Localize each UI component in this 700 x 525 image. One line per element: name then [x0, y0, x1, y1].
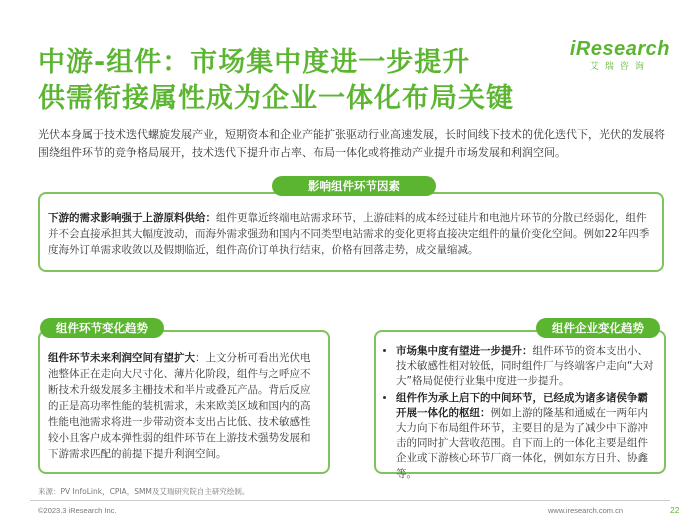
factors-bold: 下游的需求影响强于上游原料供给：	[48, 212, 216, 224]
enterprise-trend-box	[374, 330, 666, 480]
page-number: 22	[670, 505, 680, 515]
intro-paragraph: 光伏本身属于技术迭代螺旋发展产业，短期资本和企业产能扩张驱动行业高速发展，长时间线下技术的优化迭代下，光伏的发展将围绕组件环节的竞争格局展开，技术迭代下提升市占率、布局一体化或将推动产业提升市场发展和利润空间。	[38, 128, 665, 159]
logo-wordmark: iResearch	[569, 38, 670, 60]
website-link[interactable]: www.iresearch.com.cn	[548, 506, 624, 515]
factors-heading: 影响组件环节因素	[272, 176, 436, 196]
logo-subtitle: 艾瑞咨询	[589, 62, 650, 72]
list-item-body: 组件环节的资本支出小、技术敏感性相对较低，同时组件厂与终端客户走向“大对大”格局促使行业集中度进一步提升。	[396, 345, 654, 388]
page-title-line-1: 中游-组件：市场集中度进一步提升	[38, 47, 471, 78]
component-trend-text	[48, 350, 320, 462]
component-trend-bold: 组件环节未来利润空间有望扩大	[48, 352, 195, 364]
list-item-body: 例如上游的隆基和通威在一两年内大力向下布局组件环节，主要目的是为了减少中下游冲击的同时扩大营收范围。自下而上的一体化主要是组件企业或下游核心环节厂商一体化，例如东方日升、协鑫等。	[396, 406, 648, 480]
list-item	[396, 344, 656, 390]
factors-box	[38, 192, 664, 272]
component-trend-heading: 组件环节变化趋势	[40, 318, 164, 338]
enterprise-trend-heading: 组件企业变化趋势	[536, 318, 660, 338]
component-trend-box	[38, 330, 330, 474]
factors-text	[48, 210, 654, 258]
source-note: 来源：PV InfoLink，CPIA，SMM及艾瑞研究院自主研究绘制。	[38, 487, 250, 496]
iresearch-logo	[570, 38, 670, 72]
page-title-line-2: 供需衔接属性成为企业一体化布局关键	[38, 83, 514, 114]
enterprise-trend-list	[382, 344, 656, 483]
copyright: ©2023.3 iResearch Inc.	[38, 506, 117, 515]
list-item	[396, 391, 656, 482]
list-item-bold: 市场集中度有望进一步提升：	[396, 345, 533, 357]
component-trend-body: ：上文分析可看出光伏电池整体正在走向大尺寸化、薄片化阶段，组件与之呼应不断技术升级发展多主栅技术和半片或叠瓦产品。背后反应的正是高功率性能的装机需求，未来欧美区域和国内的高性能电池需求将进一步带动资本支出占比低、技术敏感性较小且客户成本弹性弱的组件环节在上游技术强势发展和下游需求匹配的前提下提升利润空间。	[48, 352, 311, 460]
factors-body: 组件更靠近终端电站需求环节，上游硅料的成本经过硅片和电池片环节的分散已经弱化，组件并不会直接承担其大幅度波动，而海外需求强劲和国内不同类型电站需求的变化更将直接决定组件的量价变化空间。例如22年四季度海外订单需求收敛以及假期临近，组件高价订单执行结束，价格有回落走势，成交量缩减。	[48, 212, 650, 256]
footer-divider	[30, 500, 670, 501]
list-item-bold: 组件作为承上启下的中间环节，已经成为诸多诸侯争霸开展一体化的枢纽：	[396, 391, 648, 419]
